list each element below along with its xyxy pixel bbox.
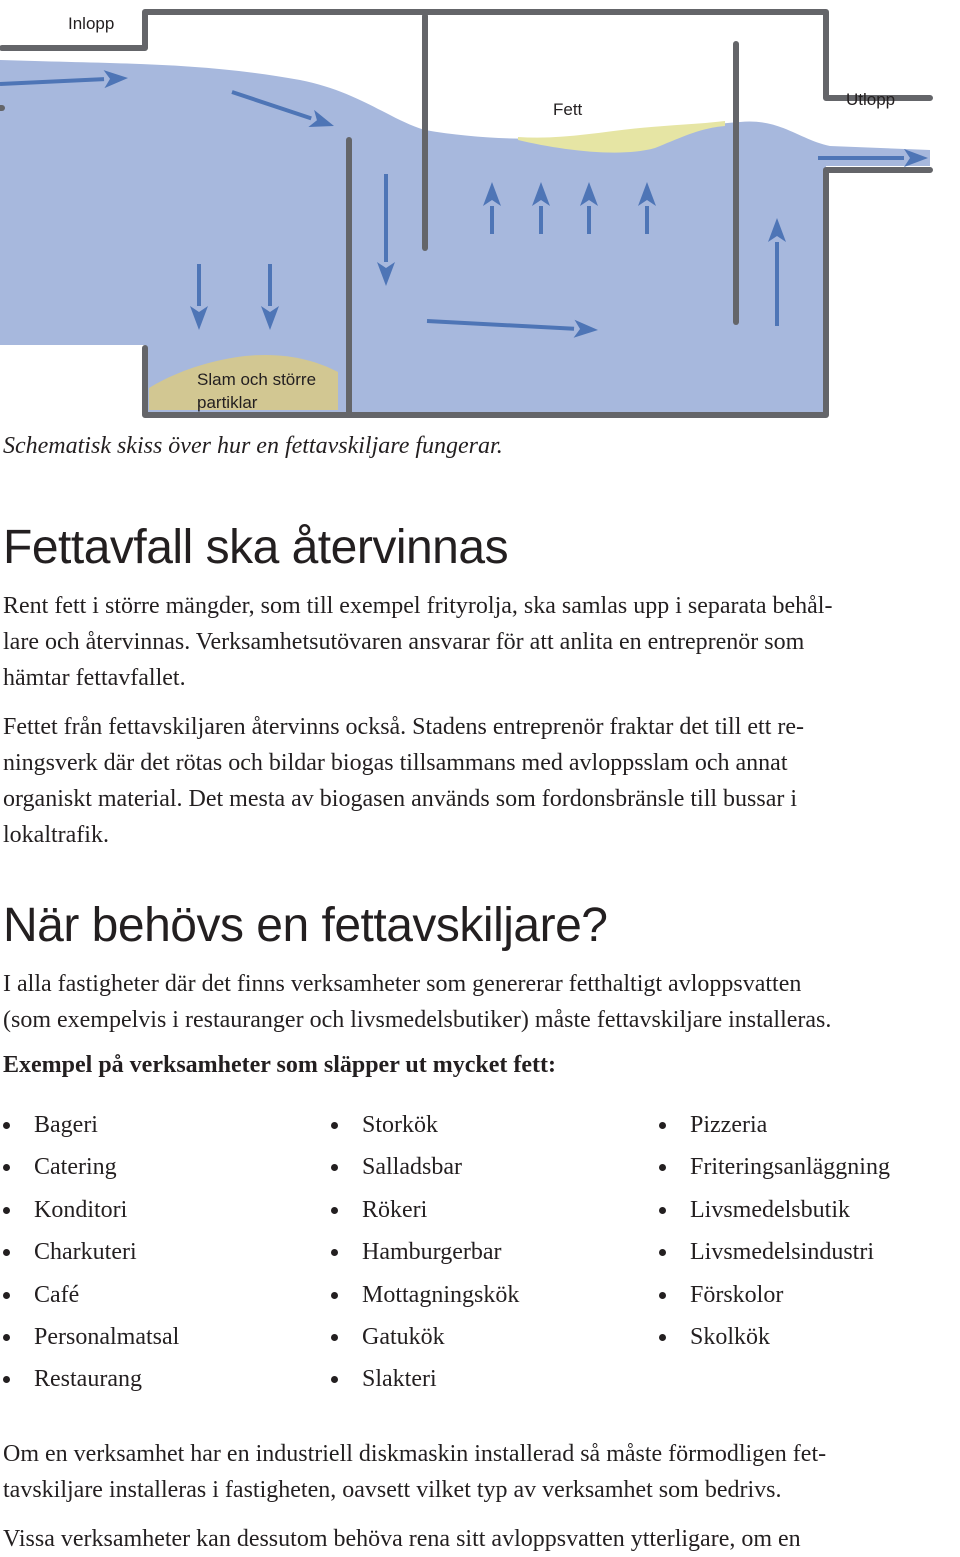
examples-list-col2: [331, 1104, 519, 1401]
list-item: Slakteri: [331, 1358, 519, 1400]
list-item: Livsmedelsbutik: [659, 1189, 890, 1231]
list-item: Konditori: [3, 1189, 179, 1231]
section1-paragraph1: [3, 588, 933, 696]
diagram-caption: Schematisk skiss över hur en fettavskiljare fungerar.: [3, 433, 503, 459]
text-line: tavskiljare installeras i fastigheten, oavsett vilket typ av verksamhet som bedrivs.: [3, 1477, 782, 1503]
list-item: Restaurang: [3, 1358, 179, 1400]
sludge-label-line1: Slam och större: [197, 370, 317, 389]
text-line: ningsverk där det rötas och bildar biogas tillsammans med avloppsslam och annat: [3, 750, 788, 776]
text-line: hämtar fettavfallet.: [3, 665, 186, 691]
text-line: I alla fastigheter där det finns verksamheter som genererar fetthaltigt avloppsvatten: [3, 971, 802, 997]
list-item: Mottagningskök: [331, 1274, 519, 1316]
list-item: Skolkök: [659, 1316, 890, 1358]
list-item: Catering: [3, 1146, 179, 1188]
list-item: Charkuteri: [3, 1231, 179, 1273]
list-item: Livsmedelsindustri: [659, 1231, 890, 1273]
sludge-label-line2: partiklar: [197, 393, 258, 412]
section2-paragraph1: [3, 966, 933, 1038]
list-item: Pizzeria: [659, 1104, 890, 1146]
list-item: Förskolor: [659, 1274, 890, 1316]
section1-heading: Fettavfall ska återvinnas: [3, 521, 509, 574]
list-item: Rökeri: [331, 1189, 519, 1231]
section1-paragraph2: [3, 709, 933, 853]
outlet-label: Utlopp: [846, 90, 896, 109]
text-line: Rent fett i större mängder, som till exempel frityrolja, ska samlas upp i separata behål-: [3, 593, 833, 619]
section2-paragraph3: [3, 1521, 933, 1557]
grease-separator-diagram: [0, 0, 960, 425]
diagram-svg: [0, 0, 960, 425]
list-item: Friteringsanläggning: [659, 1146, 890, 1188]
water-body: [0, 60, 930, 414]
text-line: Vissa verksamheter kan dessutom behöva rena sitt avloppsvatten ytterligare, om en: [3, 1526, 801, 1552]
text-line: Fettet från fettavskiljaren återvinns också. Stadens entreprenör fraktar det till ett re-: [3, 714, 805, 740]
section2-paragraph2: [3, 1436, 933, 1508]
text-line: Om en verksamhet har en industriell diskmaskin installerad så måste förmodligen fet-: [3, 1441, 827, 1467]
section2-heading: När behövs en fettavskiljare?: [3, 899, 608, 952]
text-line: lokaltrafik.: [3, 822, 109, 848]
text-line: (som exempelvis i restauranger och livsmedelsbutiker) måste fettavskiljare installeras.: [3, 1007, 832, 1033]
list-item: Personalmatsal: [3, 1316, 179, 1358]
sludge-label: [197, 368, 316, 414]
examples-list-col1: [3, 1104, 179, 1401]
inlet-label: Inlopp: [68, 14, 115, 33]
list-item: Salladsbar: [331, 1146, 519, 1188]
examples-list-col3: [659, 1104, 890, 1358]
list-item: Bageri: [3, 1104, 179, 1146]
text-line: organiskt material. Det mesta av biogasen används som fordonsbränsle till bussar i: [3, 786, 798, 812]
examples-heading: Exempel på verksamheter som släpper ut mycket fett:: [3, 1052, 557, 1078]
list-item: Hamburgerbar: [331, 1231, 519, 1273]
list-item: Café: [3, 1274, 179, 1316]
text-line: lare och återvinnas. Verksamhetsutövaren ansvarar för att anlita en entreprenör som: [3, 629, 805, 655]
fat-label: Fett: [553, 100, 583, 119]
list-item: Gatukök: [331, 1316, 519, 1358]
list-item: Storkök: [331, 1104, 519, 1146]
